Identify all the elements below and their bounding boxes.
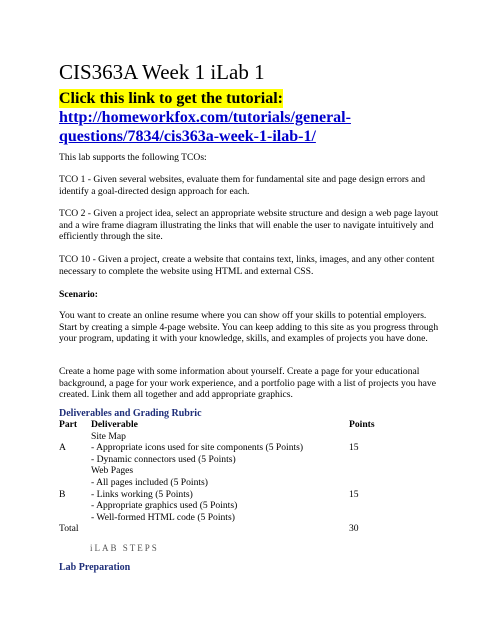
intro-text: This lab supports the following TCOs:: [59, 152, 207, 163]
row-a-points: 15: [349, 442, 359, 454]
total-points: 30: [349, 523, 359, 535]
rubric-header-row: [59, 419, 399, 431]
table-row: [59, 442, 399, 454]
table-row: [59, 489, 399, 501]
scenario-heading: Scenario:: [59, 289, 98, 300]
total-label: Total: [59, 523, 79, 535]
table-row: [59, 454, 399, 466]
tco1-text: TCO 1 - Given several websites, evaluate them for fundamental site and page design errors and identify a goal-directed design approach for each.: [59, 174, 426, 197]
row-b-points: 15: [349, 488, 359, 500]
row-a-heading: Site Map: [91, 430, 126, 442]
tutorial-callout: Click this link to get the tutorial:: [59, 90, 283, 107]
tutorial-link[interactable]: http://homeworkfox.com/tutorials/general-questions/7834/cis363a-week-1-ilab-1/: [59, 109, 351, 145]
lab-preparation-heading: Lab Preparation: [59, 562, 131, 573]
row-a-item-1: - Appropriate icons used for site components (5 Points): [91, 442, 304, 454]
row-b-item-4: - Well-formed HTML code (5 Points): [91, 511, 235, 523]
rubric-title: Deliverables and Grading Rubric: [59, 408, 202, 419]
scenario-paragraph-2: Create a home page with some information about yourself. Create a page for your educational background, a page for your work experience, and a portfolio page with a list of projects you have created. Link them all together and add appropriate graphics.: [59, 366, 436, 401]
table-row: [59, 500, 399, 512]
row-b-item-2: - Links working (5 Points): [91, 488, 193, 500]
row-a-part: A: [59, 442, 66, 454]
scenario-paragraph-1: You want to create an online resume where you can show off your skills to potential employers. Start by creating a simple 4-page website. You can keep adding to this site as you progress through your program, updating it with your knowledge, skills, and examples of projects you have done.: [59, 310, 439, 345]
page-title: CIS363A Week 1 iLab 1: [59, 60, 265, 84]
table-row: [59, 431, 399, 443]
row-b-part: B: [59, 488, 66, 500]
header-part: Part: [59, 419, 78, 430]
header-deliverable: Deliverable: [91, 419, 138, 430]
total-row: [59, 523, 399, 535]
row-a-item-2: - Dynamic connectors used (5 Points): [91, 453, 236, 465]
row-b-heading: Web Pages: [91, 465, 134, 477]
tco2-text: TCO 2 - Given a project idea, select an appropriate website structure and design a web page layout and a wire frame diagram illustrating the links that will enable the user to navigate intuitively and efficiently through the site.: [59, 208, 439, 243]
header-points: Points: [349, 419, 375, 430]
ilab-steps-heading: iLAB STEPS: [90, 543, 159, 553]
tco10-text: TCO 10 - Given a project, create a website that contains text, links, images, and any other content necessary to complete the website using HTML and external CSS.: [59, 254, 435, 277]
row-b-item-3: - Appropriate graphics used (5 Points): [91, 500, 238, 512]
table-row: [59, 477, 399, 489]
rubric-table: [59, 419, 399, 535]
table-row: [59, 465, 399, 477]
row-b-item-1: - All pages included (5 Points): [91, 476, 208, 488]
table-row: [59, 512, 399, 524]
